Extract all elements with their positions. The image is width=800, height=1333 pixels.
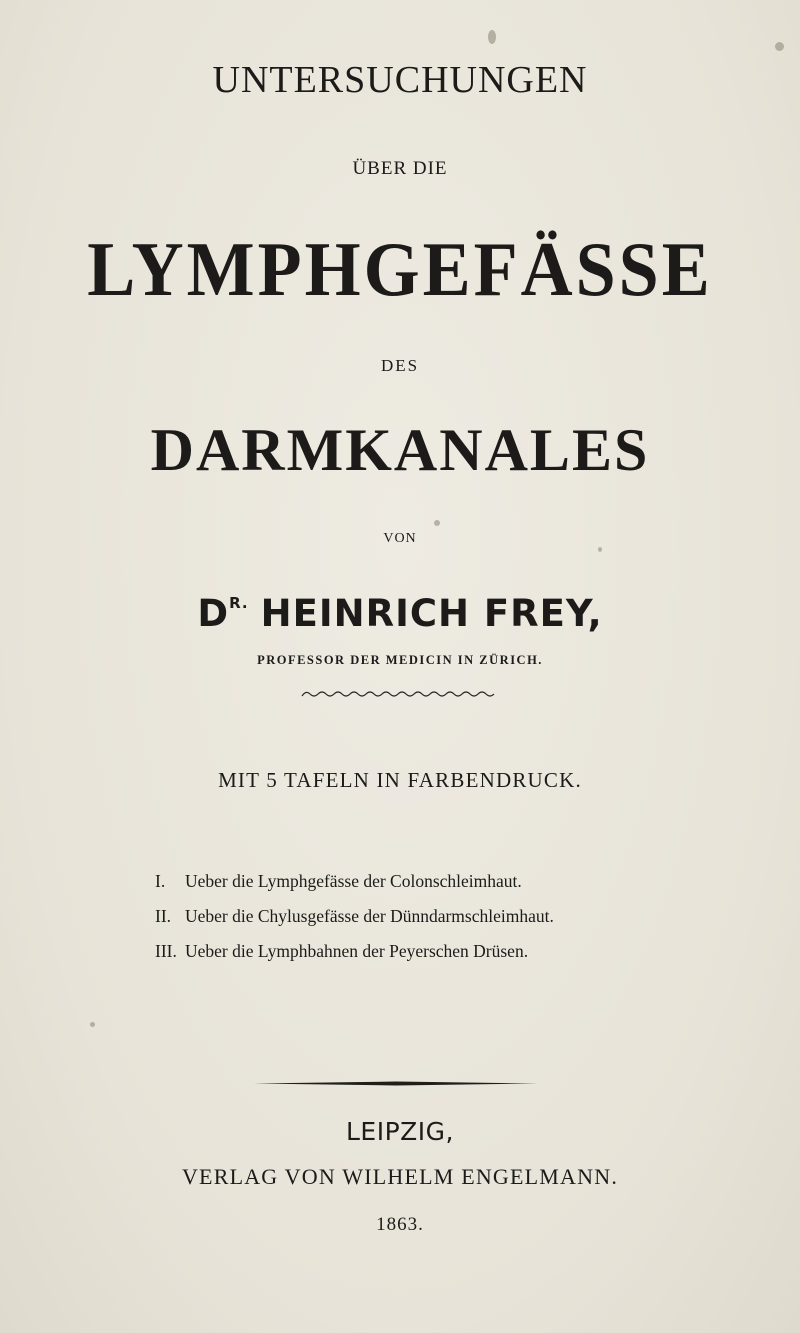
- author-prefix-sup: R.: [229, 594, 249, 612]
- title-darmkanales: DARMKANALES: [150, 417, 650, 483]
- tapered-rule: [254, 1081, 538, 1086]
- contents-item-number: I.: [155, 871, 166, 891]
- paper-speck: [434, 520, 440, 526]
- title-von: VON: [383, 531, 417, 546]
- contents-item-2: [155, 899, 715, 934]
- paper-speck: [488, 30, 496, 44]
- contents-item-1: [155, 864, 715, 899]
- contents-item-3: [155, 934, 715, 969]
- title-des: DES: [380, 356, 420, 375]
- publisher-city: LEIPZIG,: [346, 1117, 454, 1146]
- contents-item-number: III.: [155, 941, 177, 961]
- contents-item-text: Ueber die Lymphbahnen der Peyerschen Drüsen.: [185, 941, 529, 961]
- publisher-name: VERLAG VON WILHELM ENGELMANN.: [181, 1164, 619, 1189]
- plates-note: MIT 5 TAFELN IN FARBENDRUCK.: [218, 768, 582, 792]
- paper-speck: [90, 1022, 95, 1027]
- title-lymphgefaesse: LYMPHGEFÄSSE: [87, 225, 713, 313]
- publication-year: 1863.: [376, 1214, 424, 1235]
- author-prefix: D: [197, 592, 230, 635]
- paper-speck: [775, 42, 784, 51]
- contents-item-number: II.: [155, 906, 172, 926]
- paper-speck: [598, 547, 602, 552]
- title-untersuchungen: UNTERSUCHUNGEN: [212, 59, 588, 101]
- contents-item-text: Ueber die Chylusgefässe der Dünndarmschleimhaut.: [185, 906, 554, 926]
- contents-list: [155, 864, 715, 969]
- wavy-divider: [300, 688, 500, 700]
- author-line: [0, 592, 800, 635]
- author-name: HEINRICH FREY,: [260, 592, 603, 635]
- title-ueber-die: ÜBER DIE: [352, 158, 448, 179]
- author-title: PROFESSOR DER MEDICIN IN ZÜRICH.: [257, 653, 543, 667]
- contents-item-text: Ueber die Lymphgefässe der Colonschleimhaut.: [185, 871, 522, 891]
